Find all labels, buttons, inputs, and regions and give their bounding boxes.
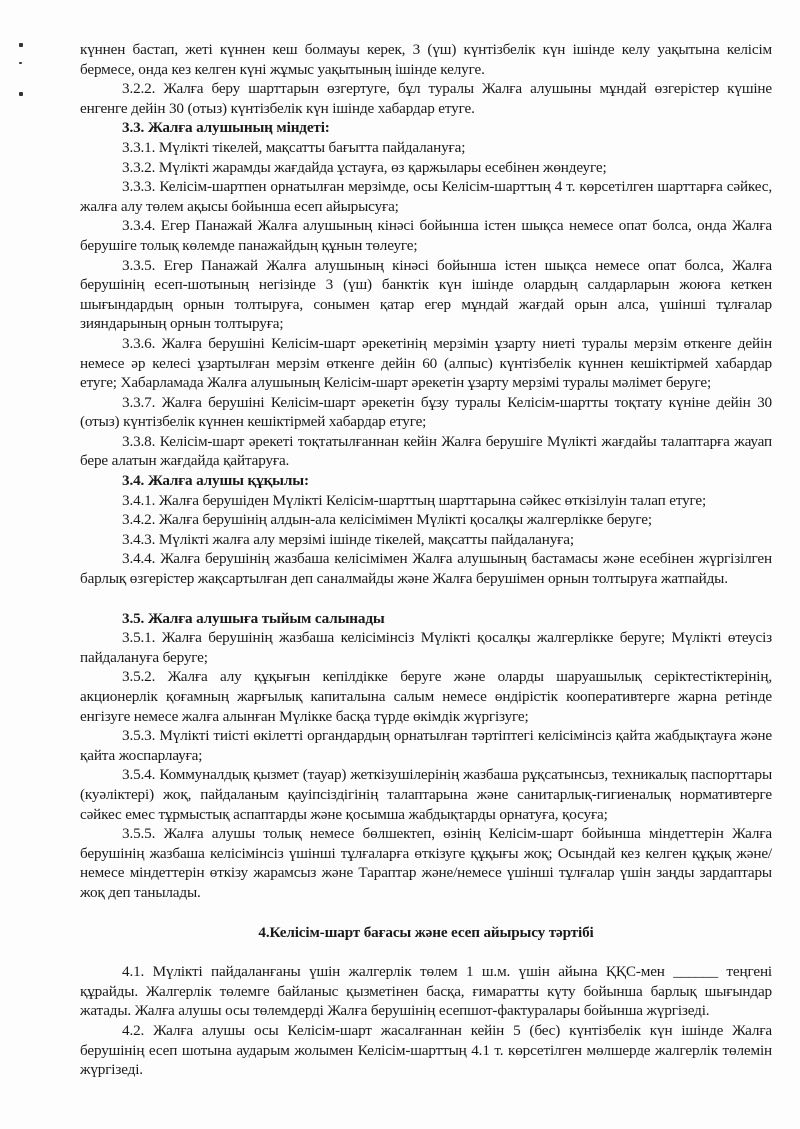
paragraph: күннен бастап, жеті күннен кеш болмауы керек, 3 (үш) күнтізбелік күн ішінде келу уақытына келісім бермесе, онда кез келген күні жұмыс уақытының ішінде келуге. — [80, 41, 772, 78]
scan-mark — [19, 43, 23, 47]
paragraph: 4.2. Жалға алушы осы Келісім-шарт жасалғаннан кейін 5 (бес) күнтізбелік күн ішінде Жалға берушінің есеп шотына аударым жолымен Келісім-шарттың 4.1 т. көрсетілген мөлшерде жалгерлік төлемін жүргізеді. — [80, 1021, 772, 1079]
paragraph: 3.3.8. Келісім-шарт әрекеті тоқтатылғаннан кейін Жалға берушіге Мүлікті жағдайы талаптарға жауап бере алатын жағдайда қайтаруға. — [80, 432, 772, 470]
scan-mark — [19, 62, 22, 64]
paragraph: 3.5.3. Мүлікті тиісті өкілетті органдардың орнатылған тәртіптегі келісімінсіз қайта жабдықтауға және қайта жоспарлауға; — [80, 727, 772, 764]
section-heading: 3.3. Жалға алушының міндеті: — [122, 119, 330, 137]
section-heading: 3.5. Жалға алушыға тыйым салынады — [122, 609, 385, 627]
paragraph: 3.3.1. Мүлікті тікелей, мақсатты бағытта пайдалануға; — [122, 138, 466, 156]
paragraph: 3.5.2. Жалға алу құқығын кепілдікке беруге және оларды шаруашылық серіктестіктерінің, акционерлік қоғамның жарғылық капиталына салым немесе өндірістік кооперативтерге жарна ретінде енгізуге немесе жалға алынған Мүлікке басқа түрде өкімдік жүргізуге; — [80, 668, 772, 725]
paragraph: 3.4.3. Мүлікті жалға алу мерзімі ішінде тікелей, мақсатты пайдалануға; — [122, 530, 574, 548]
paragraph: 3.5.4. Коммуналдық қызмет (тауар) жеткізушілерінің жазбаша рұқсатынсыз, техникалық паспорттары (куәліктері) жоқ, пайдаланым қауіпсіздігінің талаптарына және санитарлық-гигиеналық нормативтерге сәйкес емес тұрмыстық аспаптарды және қосымша жабдықтарды орнатуға, қосуға; — [80, 766, 772, 823]
paragraph: 3.5.5. Жалға алушы толық немесе бөлшектеп, өзінің Келісім-шарт бойынша міндеттерін Жалға берушінің жазбаша келісімінсіз үшінші тұлғаларға өткізуге құқығы жоқ; Осындай кез келген құқық және/немесе міндеттерін өткізу жарамсыз және Тараптар және/немесе үшінші тұлғалар үшін заңды зардаптары жоқ деп танылады. — [80, 825, 772, 901]
paragraph: 3.3.2. Мүлікті жарамды жағдайда ұстауға, өз қаржылары есебінен жөндеуге; — [122, 158, 607, 176]
paragraph: 4.1. Мүлікті пайдаланғаны үшін жалгерлік төлем 1 ш.м. үшін айына ҚҚС-мен ______ теңгені құрайды. Жалгерлік төлемге байланыс қызметінен басқа, ғимаратты күту бойынша барлық шығындар жатады. Жалға алушы осы төлемдерді Жалға берушінің есепшот-фактуралары бойынша жүргізеді. — [80, 963, 772, 1020]
paragraph: 3.4.2. Жалға берушінің алдын-ала келісімімен Мүлікті қосалқы жалгерлікке беруге; — [122, 511, 652, 529]
paragraph: 3.2.2. Жалға беру шарттарын өзгертуге, бұл туралы Жалға алушыны мұндай өзгерістер күшіне енгенге дейін 30 (отыз) күнтізбелік күн ішінде хабардар етуге. — [80, 80, 772, 117]
paragraph: 3.5.1. Жалға берушінің жазбаша келісімінсіз Мүлікті қосалқы жалгерлікке беруге; Мүлікті өтеусіз пайдалануға беруге; — [80, 629, 772, 666]
spacer — [80, 903, 772, 923]
paragraph: 3.3.4. Егер Панажай Жалға алушының кінәсі бойынша істен шықса немесе опат болса, онда Жалға берушіге толық көлемде панажайдың құнын төлеуге; — [80, 217, 772, 254]
document-page — [80, 40, 772, 1080]
paragraph: 3.3.5. Егер Панажай Жалға алушының кінәсі бойынша істен шықса немесе опат болса, Жалға берушінің есеп-шотының негізінде 3 (үш) банктік күн ішінде олардың салдарларын жоюға кеткен шығындардың орнын толтыруға, сонымен қатар егер мұндай жағдай орын алса, үшінші тұлғалар зияндарының орнын толтыруға; — [80, 256, 772, 333]
spacer — [80, 942, 772, 962]
paragraph: 3.4.1. Жалға берушіден Мүлікті Келісім-шарттың шарттарына сәйкес өткізілуін талап етуге; — [122, 491, 707, 509]
section-heading: 3.4. Жалға алушы құқылы: — [122, 472, 309, 490]
paragraph: 3.4.4. Жалға берушінің жазбаша келісімімен Жалға алушының бастамасы және есебінен жүргізілген барлық өзгерістер жақсартылған деп саналмайды және Жалға берушімен орнын толтыруға жатпайды. — [80, 550, 772, 588]
paragraph: 3.3.3. Келісім-шартпен орнатылған мерзімде, осы Келісім-шарттың 4 т. көрсетілген шарттарға сәйкес, жалға алу төлем ақысы бойынша есеп айырысуға; — [80, 178, 772, 215]
paragraph: 3.3.6. Жалға берушіні Келісім-шарт әрекетінің мерзімін ұзарту ниеті туралы мерзім өткенге дейін немесе әр келесі ұзартылған мерзім өткенге дейін 60 (алпыс) күнтізбелік күннен кешіктірмей хабардар етуге; Хабарламада Жалға алушының Келісім-шарт әрекетін ұзарту мерзімі туралы мәлімет беруге; — [80, 334, 772, 392]
paragraph: 3.3.7. Жалға берушіні Келісім-шарт әрекетін бұзу туралы Келісім-шартты тоқтату күніне дейін 30 (отыз) күнтізбелік күннен кешіктірмей хабардар етуге; — [80, 393, 772, 431]
spacer — [80, 589, 772, 609]
scan-mark — [19, 92, 23, 96]
chapter-heading: 4.Келісім-шарт бағасы және есеп айырысу тәртібі — [258, 923, 594, 941]
